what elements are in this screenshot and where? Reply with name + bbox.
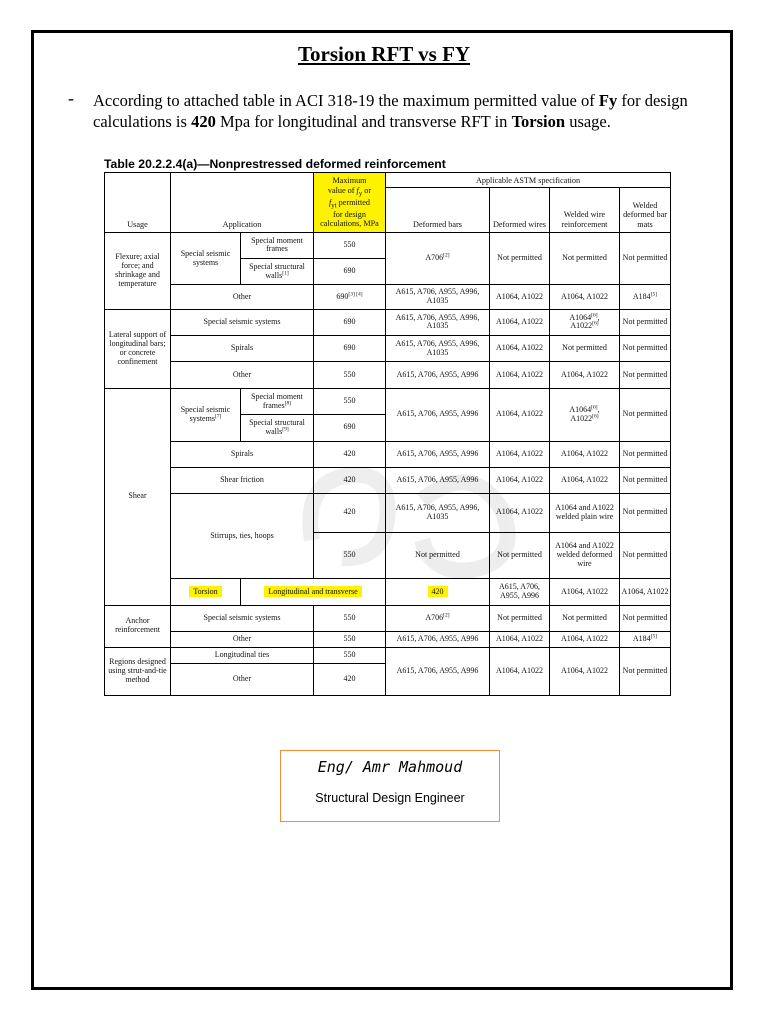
table-row	[105, 441, 671, 467]
walls-text: Special structural walls	[249, 261, 305, 280]
table-row	[105, 232, 671, 258]
mats-anchor-other	[620, 632, 671, 648]
table-row	[105, 336, 671, 362]
table-row-torsion	[105, 579, 671, 605]
app-lateral-seismic: Special seismic systems	[171, 309, 314, 335]
app-torsion	[241, 579, 386, 605]
footnote-ref: [6]	[591, 404, 598, 411]
bars-lateral-other: A615, A706, A955, A996	[386, 362, 490, 388]
footnote-ref: [6]	[592, 320, 599, 327]
bars-anchor-seismic	[386, 605, 490, 631]
seismic-text: Special seismic systems	[180, 404, 231, 423]
wires-regions: A1064, A1022	[490, 648, 550, 696]
bars-lateral-spirals: A615, A706, A955, A996, A1035	[386, 336, 490, 362]
header-fyt-sub: yt	[331, 202, 337, 210]
intro-text-1: According to attached table in ACI 318-19 the maximum permitted value of	[93, 91, 599, 110]
val-shear-friction: 420	[314, 467, 386, 493]
wires-shear-spirals: A1064, A1022	[490, 441, 550, 467]
val-shear-stirrups-1: 420	[314, 494, 386, 533]
wwr-shear-stirrups-2: A1064 and A1022 welded deformed wire	[550, 532, 620, 579]
val-torsion	[386, 579, 490, 605]
mats-flexure-other	[620, 285, 671, 309]
frames-text: Special moment frames	[251, 391, 303, 410]
app-shear-spirals: Spirals	[171, 441, 314, 467]
bars-shear-stirrups-2: Not permitted	[386, 532, 490, 579]
wires-torsion: A1064, A1022	[550, 579, 620, 605]
aci-reinforcement-table	[104, 172, 671, 696]
footnote-ref: [7]	[214, 413, 222, 420]
app-shear-walls	[241, 415, 314, 441]
signature-role: Structural Design Engineer	[315, 791, 465, 805]
wwr-anchor-other: A1064, A1022	[550, 632, 620, 648]
wwr-text: A1064	[569, 404, 592, 414]
mats-text: A184	[632, 634, 651, 644]
wires-shear-friction: A1064, A1022	[490, 467, 550, 493]
val-lateral-other: 550	[314, 362, 386, 388]
wires-lateral-spirals: A1064, A1022	[490, 336, 550, 362]
val-anchor-other: 550	[314, 632, 386, 648]
intro-value: 420	[191, 112, 216, 131]
mats-text: A184	[632, 291, 651, 301]
mats-shear-spirals: Not permitted	[620, 441, 671, 467]
table-caption: Table 20.2.2.4(a)—Nonprestressed deformed reinforcement	[104, 157, 446, 171]
app-flexure-moment-frames: Special moment frames	[241, 232, 314, 258]
app-regions-other: Other	[171, 664, 314, 696]
bars-shear-seismic: A615, A706, A955, A996	[386, 388, 490, 441]
wires-anchor-other: A1064, A1022	[490, 632, 550, 648]
val-shear-spirals: 420	[314, 441, 386, 467]
header-deformed-wires: Deformed wires	[490, 188, 550, 233]
usage-shear: Shear	[105, 388, 171, 605]
header-max-line1: Maximum	[332, 176, 367, 186]
wwr-shear-stirrups-1: A1064 and A1022 welded plain wire	[550, 494, 620, 533]
app-lateral-other: Other	[171, 362, 314, 388]
wwr-torsion: A1064, A1022	[620, 579, 671, 605]
wwr-flexure-other: A1064, A1022	[550, 285, 620, 309]
mats-anchor-seismic: Not permitted	[620, 605, 671, 631]
page-title: Torsion RFT vs FY	[297, 42, 471, 66]
intro-text-3: Mpa for longitudinal and transverse RFT in	[215, 112, 512, 131]
wires-shear-stirrups-2: Not permitted	[490, 532, 550, 579]
intro-torsion: Torsion	[511, 112, 566, 131]
intro-text-2: for design calculations is	[93, 91, 688, 131]
mats-shear-seismic: Not permitted	[620, 388, 671, 441]
bars-shear-stirrups-1: A615, A706, A955, A996, A1035	[386, 494, 490, 533]
footnote-ref: [6]	[592, 413, 599, 420]
header-max-line2: value of	[327, 185, 357, 195]
app-shear-stirrups: Stirrups, ties, hoops	[171, 494, 314, 579]
wires-lateral-other: A1064, A1022	[490, 362, 550, 388]
wires-lateral-seismic: A1064, A1022	[490, 309, 550, 335]
footnote-ref: [2]	[443, 252, 450, 259]
wwr-shear-seismic: A1064[6], A1022[6]	[550, 388, 620, 441]
app-anchor-seismic: Special seismic systems	[171, 605, 314, 631]
footnote-ref: [2]	[443, 612, 450, 619]
wires-flexure-seismic: Not permitted	[490, 232, 550, 285]
app-lateral-spirals: Spirals	[171, 336, 314, 362]
usage-lateral: Lateral support of longitudinal bars; or concrete confinement	[105, 309, 171, 388]
mats-shear-friction: Not permitted	[620, 467, 671, 493]
bars-text: A706	[425, 253, 444, 263]
header-max-line4: for design	[333, 210, 366, 220]
value-text: 690	[336, 291, 349, 301]
wwr-text: A1022	[570, 413, 593, 423]
wwr-lateral-other: A1064, A1022	[550, 362, 620, 388]
wwr-flexure-seismic: Not permitted	[550, 232, 620, 285]
footnote-ref: [9]	[282, 426, 289, 433]
header-max-value	[314, 173, 386, 233]
header-fy-sub: y	[358, 190, 363, 198]
wwr-lateral-spirals: Not permitted	[550, 336, 620, 362]
mats-shear-stirrups-1: Not permitted	[620, 494, 671, 533]
val-flexure-moment: 550	[314, 232, 386, 258]
table-row	[105, 285, 671, 309]
wwr-shear-spirals: A1064, A1022	[550, 441, 620, 467]
bars-shear-spirals: A615, A706, A955, A996	[386, 441, 490, 467]
bars-flexure-seismic	[386, 232, 490, 285]
wwr-shear-friction: A1064, A1022	[550, 467, 620, 493]
mats-lateral-spirals: Not permitted	[620, 336, 671, 362]
bars-regions: A615, A706, A955, A996	[386, 648, 490, 696]
usage-flexure: Flexure; axial force; and shrinkage and temperature	[105, 232, 171, 309]
footnote-ref: [8]	[284, 399, 292, 406]
wires-shear-seismic: A1064, A1022	[490, 388, 550, 441]
wwr-regions: A1064, A1022	[550, 648, 620, 696]
bars-flexure-other: A615, A706, A955, A996, A1035	[386, 285, 490, 309]
val-anchor-seismic: 550	[314, 605, 386, 631]
header-application: Application	[171, 173, 314, 233]
bars-text: A706	[425, 612, 444, 622]
intro-fy: Fy	[598, 91, 618, 110]
usage-torsion	[171, 579, 241, 605]
val-lateral-spirals: 690	[314, 336, 386, 362]
val-shear-frames: 550	[314, 388, 386, 414]
signature-name: Eng/ Amr Mahmoud	[317, 758, 463, 776]
footnote-ref: [5]	[650, 633, 658, 640]
val-flexure-walls: 690	[314, 259, 386, 285]
table-row	[105, 309, 671, 335]
table-row	[105, 388, 671, 414]
mats-lateral-other: Not permitted	[620, 362, 671, 388]
intro-paragraph	[93, 90, 733, 132]
app-shear-seismic	[171, 388, 241, 441]
usage-anchor: Anchor reinforcement	[105, 605, 171, 648]
mats-lateral-seismic: Not permitted	[620, 309, 671, 335]
signature-box	[280, 750, 500, 822]
wwr-text: A1022	[570, 321, 593, 331]
table-row	[105, 605, 671, 631]
header-welded-wire: Welded wire reinforcement	[550, 188, 620, 233]
bars-anchor-other: A615, A706, A955, A996	[386, 632, 490, 648]
app-shear-frames	[241, 388, 314, 414]
wires-flexure-other: A1064, A1022	[490, 285, 550, 309]
table-row	[105, 362, 671, 388]
bars-torsion: A615, A706, A955, A996	[490, 579, 550, 605]
wires-anchor-seismic: Not permitted	[490, 605, 550, 631]
header-usage: Usage	[105, 173, 171, 233]
header-fy: f	[356, 185, 359, 195]
table-row	[105, 494, 671, 533]
wwr-anchor-seismic: Not permitted	[550, 605, 620, 631]
val-lateral-seismic: 690	[314, 309, 386, 335]
table-row	[105, 632, 671, 648]
table-row	[105, 467, 671, 493]
val-regions-ties: 550	[314, 648, 386, 664]
app-shear-friction: Shear friction	[171, 467, 314, 493]
val-shear-stirrups-2: 550	[314, 532, 386, 579]
torsion-app-highlight: Longitudinal and transverse	[264, 586, 361, 597]
footnote-ref: [1]	[282, 270, 289, 277]
walls-text: Special structural walls	[249, 417, 305, 436]
header-welded-mats: Welded deformed bar mats	[620, 188, 671, 233]
torsion-highlight: Torsion	[189, 586, 221, 597]
header-deformed-bars: Deformed bars	[386, 188, 490, 233]
usage-regions: Regions designed using strut-and-tie method	[105, 648, 171, 696]
header-max-line3: permitted	[336, 197, 370, 207]
bars-lateral-seismic: A615, A706, A955, A996, A1035	[386, 309, 490, 335]
mats-shear-stirrups-2: Not permitted	[620, 532, 671, 579]
val-flexure-other	[314, 285, 386, 309]
app-flexure-seismic: Special seismic systems	[171, 232, 241, 285]
table-row	[105, 648, 671, 664]
app-flexure-walls	[241, 259, 314, 285]
torsion-val-highlight: 420	[428, 586, 448, 597]
wwr-lateral-seismic: A1064[6], A1022[6]	[550, 309, 620, 335]
wwr-text: A1064	[569, 312, 592, 322]
footnote-ref: [5]	[650, 291, 658, 297]
app-flexure-other: Other	[171, 285, 314, 309]
wires-shear-stirrups-1: A1064, A1022	[490, 494, 550, 533]
mats-regions: Not permitted	[620, 648, 671, 696]
header-fyt: f	[328, 197, 332, 207]
footnote-ref: [6]	[591, 311, 598, 318]
val-regions-other: 420	[314, 664, 386, 696]
bars-shear-friction: A615, A706, A955, A996	[386, 467, 490, 493]
app-anchor-other: Other	[171, 632, 314, 648]
val-shear-walls: 690	[314, 415, 386, 441]
app-regions-ties: Longitudinal ties	[171, 648, 314, 664]
intro-text-4: usage.	[565, 112, 611, 131]
table-header-row	[105, 173, 671, 188]
bullet-marker: -	[68, 88, 74, 108]
footnote-ref: [3] [4]	[348, 291, 363, 297]
header-astm: Applicable ASTM specification	[386, 173, 671, 188]
header-or: or	[362, 185, 372, 195]
mats-flexure-seismic: Not permitted	[620, 232, 671, 285]
header-max-line5: calculations, MPa	[320, 219, 379, 229]
